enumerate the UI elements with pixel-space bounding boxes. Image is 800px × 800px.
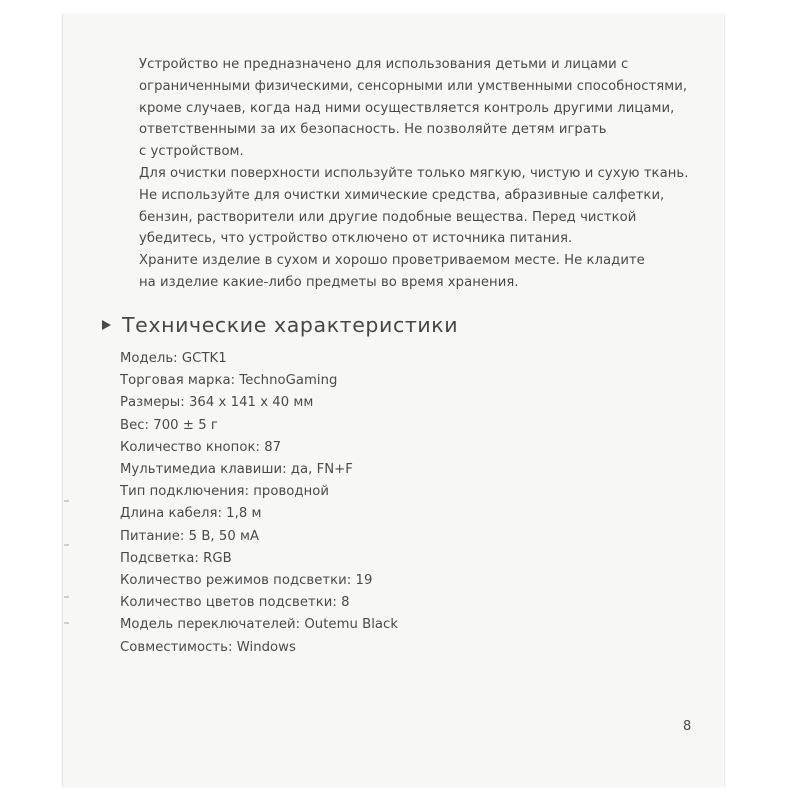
page-number: 8	[683, 719, 692, 734]
spec-item: Совместимость: Windows	[120, 639, 296, 655]
spec-item: Мультимедиа клавиши: да, FN+F	[120, 462, 353, 478]
spec-item: Вес: 700 ± 5 г	[120, 417, 218, 433]
spec-item: Торговая марка: TechnoGaming	[120, 373, 338, 389]
intro-line: с устройством.	[139, 144, 244, 160]
intro-line: бензин, растворители или другие подобные вещества. Перед чисткой	[139, 209, 637, 225]
intro-line: Устройство не предназначено для использования детьми и лицами с	[139, 57, 629, 72]
intro-line: убедитесь, что устройство отключено от источника питания.	[139, 231, 573, 247]
intro-line: ответственными за их безопасность. Не позволяйте детям играть	[139, 122, 607, 138]
spec-item: Длина кабеля: 1,8 м	[120, 506, 262, 522]
triangle-bullet-icon	[102, 320, 111, 330]
specs-list	[120, 348, 398, 659]
spec-item: Количество режимов подсветки: 19	[120, 573, 373, 589]
section-heading	[102, 313, 458, 337]
intro-line: на изделие какие-либо предметы во время хранения.	[139, 274, 519, 290]
intro-line: Не используйте для очистки химические средства, абразивные салфетки,	[139, 187, 665, 203]
intro-paragraph	[139, 54, 709, 294]
spec-item: Количество цветов подсветки: 8	[120, 595, 350, 611]
intro-line: Для очистки поверхности используйте только мягкую, чистую и сухую ткань.	[139, 165, 689, 181]
intro-line: кроме случаев, когда над ними осуществляется контроль другими лицами,	[139, 100, 675, 116]
spec-item: Модель переключателей: Outemu Black	[120, 617, 399, 633]
spec-item: Питание: 5 В, 50 мА	[120, 528, 260, 544]
page-binding-edge	[64, 500, 70, 640]
intro-line: ограниченными физическими, сенсорными или умственными способностями,	[139, 78, 688, 94]
intro-line: Храните изделие в сухом и хорошо проветриваемом месте. Не кладите	[139, 253, 645, 269]
spec-item: Размеры: 364 х 141 х 40 мм	[120, 395, 314, 411]
section-title: Технические характеристики	[122, 313, 459, 337]
spec-item: Модель: GCTK1	[120, 351, 227, 366]
spec-item: Тип подключения: проводной	[120, 484, 329, 500]
spec-item: Количество кнопок: 87	[120, 439, 282, 455]
spec-item: Подсветка: RGB	[120, 550, 232, 566]
